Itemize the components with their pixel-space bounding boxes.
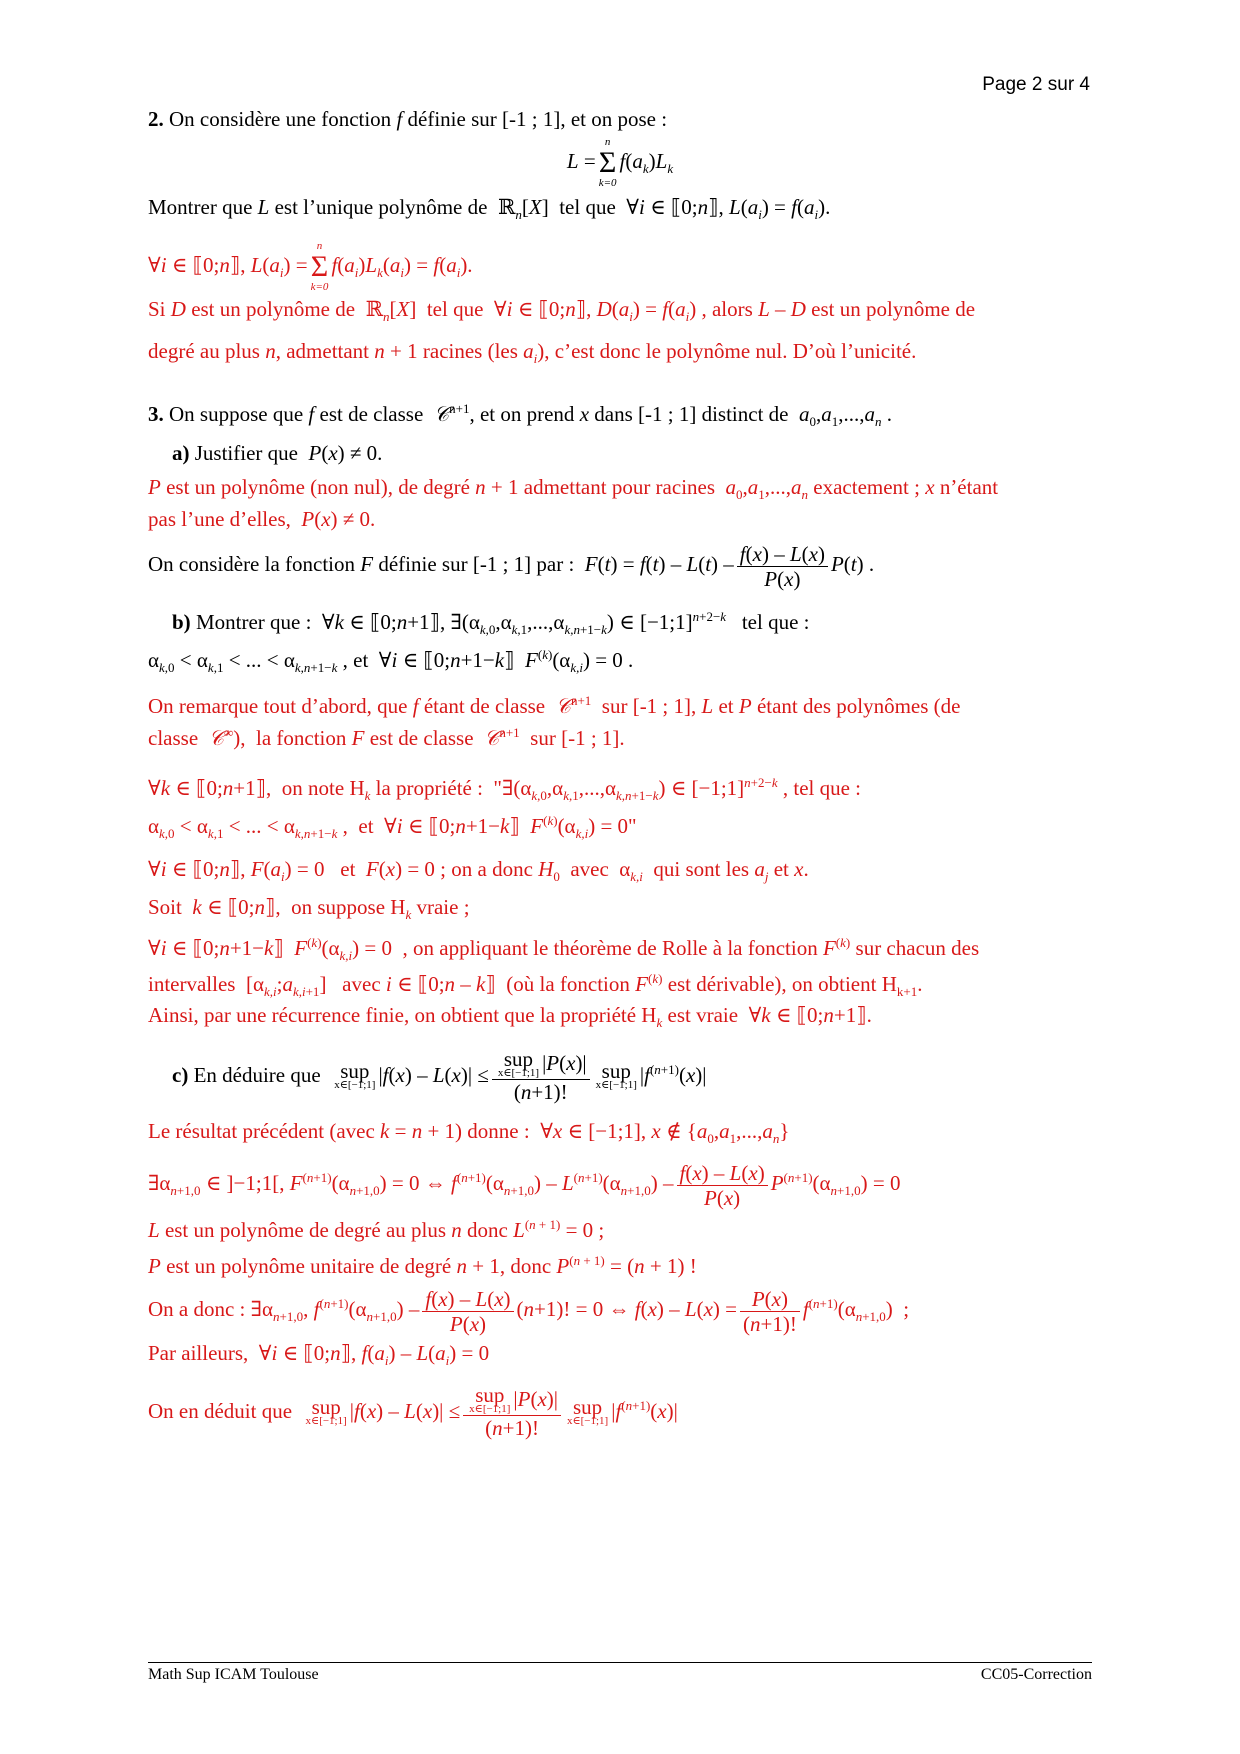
page-number: Page 2 sur 4 <box>982 74 1090 95</box>
q3a-answer-line-1: P est un polynôme (non nul), de degré n + 1 admettant pour racines $a_0,a_1,...,a_n$ exactement ; x n’étant <box>148 475 999 503</box>
q3b-answer-line-3: ∀k ∈ ⟦0;n+1⟧, on note $H_k$ la propriété : "$\exists(\alpha_{k,0},\alpha_{k,1},...,\alpha_{k,n+1-k})$ ∈ [−1;1]$^{n+2-k}$ , tel que : <box>148 775 862 804</box>
q3b-answer-line-8: intervalles $[\alpha_{k,i};a_{k,i+1}]$ avec i ∈ ⟦0;n – k⟧ (où la fonction $F^{(k)}$ est dérivable), on obtient $H_{k+1}$. <box>148 971 923 1000</box>
q3c-answer-line-3: L est un polynôme de degré au plus n donc $L^{(n + 1)} = 0$ ; <box>148 1217 605 1242</box>
footer-left: Math Sup ICAM Toulouse <box>148 1666 319 1683</box>
q3-intro: 3. On suppose que f est de classe 𝒞$^{n+1}$, et on prend x dans [-1 ; 1] distinct de $a_0,a_1,...,a_n$ . <box>148 401 892 430</box>
q3c-answer-line-7: On en déduit que sup x∈[−1;1] |f(x) – L(x)| ≤ sup x∈[−1;1] |P(x)| (n+1)! sup x∈[−1;1] $|f^{(n+1)}(x)|$ <box>148 1382 678 1440</box>
q3c-answer-line-2: $\exists\alpha_{n+1,0}$ ∈ ]−1;1[, $F^{(n+1)}(\alpha_{n+1,0}) = 0$ ⇔ $f^{(n+1)}(\alpha_{n+1,0}) - L^{(n+1)}(\alpha_{n+1,0})$ – $\frac{f(x) - L(x)}{P(x)}$ $P^{(n+1)}(\alpha_{n+1,0}) = 0$ <box>148 1160 901 1210</box>
footer-right: CC05-Correction <box>980 1666 1092 1683</box>
q3c-answer-line-6: Par ailleurs, ∀i ∈ ⟦0;n⟧, $f(a_i) - L(a_i) = 0$ <box>148 1341 490 1369</box>
q2-formula: L = n Σ k=0 $f(a_k)L_k$ <box>566 136 674 189</box>
q3b-statement-line-2: $\alpha_{k,0} < \alpha_{k,1}$ < ... < $\alpha_{k,n+1-k}$ , et ∀i ∈ ⟦0;n+1−k⟧ $F^{(k)}(\alpha_{k,i}) = 0$ . <box>148 647 634 676</box>
q3b-answer-line-6: Soit k ∈ ⟦0;n⟧, on suppose $H_k$ vraie ; <box>148 895 470 923</box>
q3a-statement: a) Justifier que P(x) ≠ 0. <box>172 441 383 465</box>
q2-answer-line-1: ∀i ∈ ⟦0;n⟧, $L(a_i)$ = n Σ k=0 $f(a_i)L_k(a_i) = f(a_i)$. <box>148 240 473 293</box>
q2-intro: 2. On considère une fonction f définie sur [-1 ; 1], et on pose : <box>148 107 668 131</box>
q3b-answer-line-9: Ainsi, par une récurrence finie, on obtient que la propriété $H_k$ est vraie ∀k ∈ ⟦0;n+1⟧. <box>148 1003 872 1031</box>
q3c-answer-line-4: P est un polynôme unitaire de degré n + 1, donc $P^{(n + 1)} = (n + 1)$ ! <box>148 1253 697 1278</box>
q3b-answer-line-1: On remarque tout d’abord, que f étant de classe 𝒞$^{n+1}$ sur [-1 ; 1], L et P étant des polynômes (de <box>148 693 961 718</box>
q2-statement: Montrer que L est l’unique polynôme de ℝ$_n$[X] tel que ∀i ∈ ⟦0;n⟧, $L(a_i) = f(a_i)$. <box>148 195 831 223</box>
q3b-answer-line-5: ∀i ∈ ⟦0;n⟧, $F(a_i) = 0$ et F(x) = 0 ; on a donc $H_0$ avec $\alpha_{k,i}$ qui sont les $a_j$ et x. <box>148 857 809 885</box>
q3a-answer-line-2: pas l’une d’elles, P(x) ≠ 0. <box>148 507 376 531</box>
footer-rule <box>148 1662 1092 1663</box>
q2-answer-line-3: degré au plus n, admettant n + 1 racines (les $a_i$), c’est donc le polynôme nul. D’où l’unicité. <box>148 339 917 367</box>
q3c-statement: c) En déduire que sup x∈[−1;1] |f(x) – L(x)| ≤ sup x∈[−1;1] |P(x)| (n+1)! sup x∈[−1;1] $|f^{(n+1)}(x)|$ <box>172 1046 707 1104</box>
q3b-answer-line-7: ∀i ∈ ⟦0;n+1−k⟧ $F^{(k)}(\alpha_{k,i}) = 0$ , on appliquant le théorème de Rolle à la fonction $F^{(k)}$ sur chacun des <box>148 935 980 964</box>
q3b-answer-line-2: classe 𝒞∞), la fonction F est de classe 𝒞$^{n+1}$ sur [-1 ; 1]. <box>148 725 625 750</box>
q2-answer-line-2: Si D est un polynôme de ℝ$_n$[X] tel que ∀i ∈ ⟦0;n⟧, $D(a_i) = f(a_i)$ , alors L – D est un polynôme de <box>148 297 976 325</box>
q3-F-definition: On considère la fonction F définie sur [-1 ; 1] par : F(t) = f(t) – L(t) – $\frac{f(x) - L(x)}{P(x)}$ P(t) . <box>148 541 875 591</box>
q3b-answer-line-4: $\alpha_{k,0} < \alpha_{k,1}$ < ... < $\alpha_{k,n+1-k}$ , et ∀i ∈ ⟦0;n+1−k⟧ $F^{(k)}(\alpha_{k,i}) = 0$" <box>148 813 637 842</box>
q3c-answer-line-1: Le résultat précédent (avec k = n + 1) donne : ∀x ∈ [−1;1], x ∉ $\{a_0,a_1,...,a_n\}$ <box>148 1119 790 1147</box>
q3b-statement-line-1: b) Montrer que : ∀k ∈ ⟦0;n+1⟧, $\exists(\alpha_{k,0},\alpha_{k,1},...,\alpha_{k,n+1-k})$ ∈ [−1;1]$^{n+2-k}$ tel que : <box>172 609 810 638</box>
q3c-answer-line-5: On a donc : $\exists\alpha_{n+1,0}$, $f^{(n+1)}(\alpha_{n+1,0})$ – $\frac{f(x) - L(x)}{P(x)}$ (n+1)! = 0 ⇔ f(x) – L(x) = $\frac{P(x)}{(n+1)!}$ $f^{(n+1)}(\alpha_{n+1,0})$ ; <box>148 1286 910 1336</box>
